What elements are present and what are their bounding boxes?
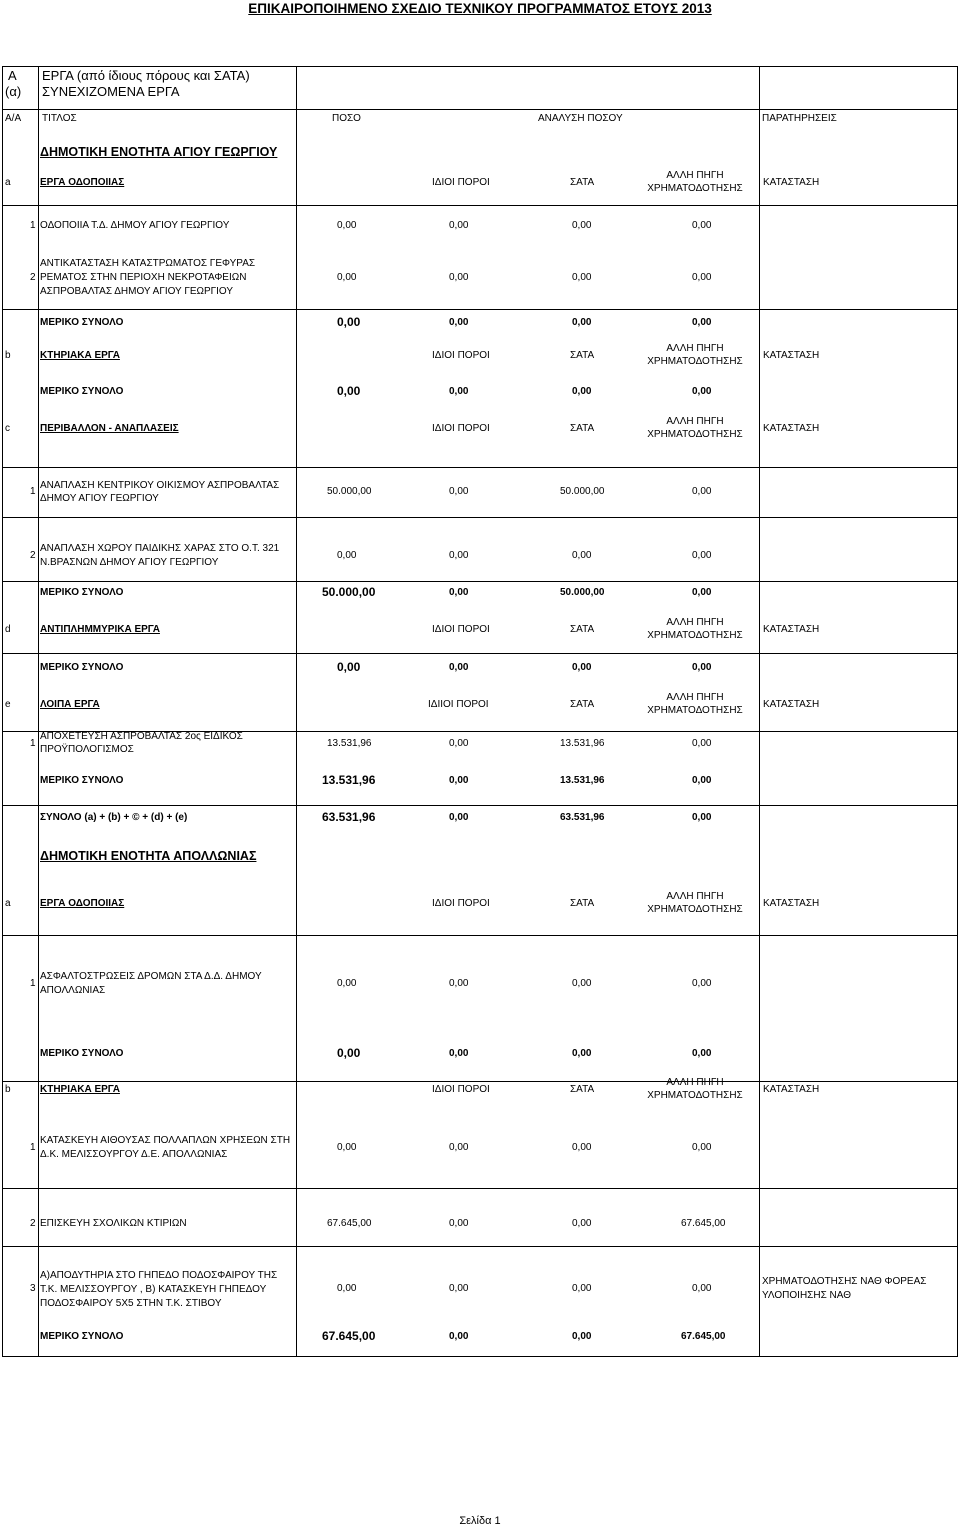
subtotal-own: 0,00 (449, 1048, 469, 1059)
amount: 0,00 (337, 220, 357, 231)
row-divider (3, 109, 957, 110)
project-title: ΑΝΤΙΚΑΤΑΣΤΑΣΗ ΚΑΤΑΣΤΡΩΜΑΤΟΣ ΓΕΦΥΡΑΣ (40, 258, 256, 269)
amount: 13.531,96 (327, 738, 372, 749)
row-divider (3, 1188, 957, 1189)
unit-title: ΔΗΜΟΤΙΚΗ ΕΝΟΤΗΤΑ ΑΓΙΟΥ ΓΕΩΡΓΙΟΥ (40, 145, 278, 159)
project-title: ΑΣΠΡΟΒΑΛΤΑΣ ΔΗΜΟΥ ΑΓΙΟΥ ΓΕΩΡΓΙΟΥ (40, 286, 234, 297)
subtotal-other: 0,00 (692, 386, 712, 397)
own-value: 0,00 (449, 220, 469, 231)
subtotal-amount: 0,00 (337, 660, 361, 674)
total-other: 0,00 (692, 812, 712, 823)
row-number: 1 (30, 1142, 36, 1153)
project-title: ΠΡΟΫΠΟΛΟΓΙΣΜΟΣ (40, 744, 134, 755)
project-title: Α)ΑΠΟΔΥΤΗΡΙΑ ΣΤΟ ΓΗΠΕΔΟ ΠΟΔΟΣΦΑΙΡΟΥ ΤΗΣ (40, 1270, 278, 1281)
subtotal-other: 67.645,00 (681, 1331, 726, 1342)
group-code: a (5, 898, 11, 909)
amount: 0,00 (337, 272, 357, 283)
row-divider (3, 653, 957, 654)
row-number: 2 (30, 550, 36, 561)
col-sata: ΣΑΤΑ (570, 423, 595, 434)
subtotal-other: 0,00 (692, 1048, 712, 1059)
header-works: ΕΡΓΑ (από ίδιους πόρους και ΣΑΤΑ) (42, 68, 250, 83)
project-title: ΠΟΔΟΣΦΑΙΡΟΥ 5Χ5 ΣΤΗΝ Τ.Κ. ΣΤΙΒΟΥ (40, 1298, 222, 1309)
project-title: Τ.Κ. ΜΕΛΙΣΣΟΥΡΓΟΥ , Β) ΚΑΤΑΣΚΕΥΗ ΓΗΠΕΔΟΥ (40, 1284, 267, 1295)
subtotal-label: ΜΕΡΙΚΟ ΣΥΝΟΛΟ (40, 775, 124, 786)
sata-value: 0,00 (572, 220, 592, 231)
col-sata: ΣΑΤΑ (570, 177, 595, 188)
col-sata: ΣΑΤΑ (570, 699, 595, 710)
col-other: ΑΛΛΗ ΠΗΓΗ (666, 692, 724, 703)
col-sata: ΣΑΤΑ (570, 624, 595, 635)
project-title: ΕΠΙΣΚΕΥΗ ΣΧΟΛΙΚΩΝ ΚΤΙΡΙΩΝ (40, 1218, 187, 1229)
group-title: ΕΡΓΑ ΟΔΟΠΟΙΙΑΣ (40, 898, 125, 909)
col-other: ΑΛΛΗ ΠΗΓΗ (666, 416, 724, 427)
row-divider (3, 205, 957, 206)
subtotal-label: ΜΕΡΙΚΟ ΣΥΝΟΛΟ (40, 1048, 124, 1059)
row-divider (3, 805, 957, 806)
col-other: ΧΡΗΜΑΤΟΔΟΤΗΣΗΣ (647, 630, 743, 641)
project-title: ΡΕΜΑΤΟΣ ΣΤΗΝ ΠΕΡΙΟΧΗ ΝΕΚΡΟΤΑΦΕΙΩΝ (40, 272, 247, 283)
subtotal-sata: 13.531,96 (560, 775, 605, 786)
project-title: ΑΣΦΑΛΤΟΣΤΡΩΣΕΙΣ ΔΡΟΜΩΝ ΣΤΑ Δ.Δ. ΔΗΜΟΥ (40, 971, 262, 982)
subtotal-other: 0,00 (692, 662, 712, 673)
row-divider (3, 309, 957, 310)
group-code: d (5, 624, 11, 635)
total-own: 0,00 (449, 812, 469, 823)
other-value: 0,00 (692, 738, 712, 749)
row-number: 3 (30, 1283, 36, 1294)
row-divider (3, 1081, 957, 1082)
col-amount: ΠΟΣΟ (332, 113, 361, 124)
other-value: 0,00 (692, 1142, 712, 1153)
other-value: 0,00 (692, 486, 712, 497)
subtotal-amount: 67.645,00 (322, 1329, 376, 1343)
row-number: 2 (30, 272, 36, 283)
project-title: Δ.Κ. ΜΕΛΙΣΣΟΥΡΓΟΥ Δ.Ε. ΑΠΟΛΛΩΝΙΑΣ (40, 1149, 228, 1160)
row-number: 1 (30, 978, 36, 989)
col-own: ΙΔΙΟΙ ΠΟΡΟΙ (432, 898, 490, 909)
header-code-a: Α (8, 68, 17, 83)
col-other: ΧΡΗΜΑΤΟΔΟΤΗΣΗΣ (647, 1090, 743, 1101)
col-own: ΙΔΙΟΙ ΠΟΡΟΙ (432, 350, 490, 361)
subtotal-sata: 0,00 (572, 1048, 592, 1059)
col-status: ΚΑΤΑΣΤΑΣΗ (763, 898, 820, 909)
col-sata: ΣΑΤΑ (570, 1084, 595, 1095)
col-status: ΚΑΤΑΣΤΑΣΗ (763, 699, 820, 710)
col-status: ΚΑΤΑΣΤΑΣΗ (763, 423, 820, 434)
row-number: 1 (30, 738, 36, 749)
col-own: ΙΔΙΟΙ ΠΟΡΟΙ (432, 624, 490, 635)
subtotal-sata: 0,00 (572, 386, 592, 397)
col-other: ΑΛΛΗ ΠΗΓΗ (666, 617, 724, 628)
subtotal-amount: 13.531,96 (322, 773, 376, 787)
subtotal-sata: 0,00 (572, 662, 592, 673)
project-note: ΥΛΟΠΟΙΗΣΗΣ ΝΑΘ (762, 1290, 851, 1301)
group-code: c (5, 423, 10, 434)
document-title: ΕΠΙΚΑΙΡΟΠΟΙΗΜΕΝΟ ΣΧΕΔΙΟ ΤΕΧΝΙΚΟΥ ΠΡΟΓΡΑΜΜΑΤΟΣ ΕΤΟΥΣ 2013 (248, 1, 712, 16)
group-title: ΠΕΡΙΒΑΛΛΟΝ - ΑΝΑΠΛΑΣΕΙΣ (40, 423, 179, 434)
group-code: a (5, 177, 11, 188)
subtotal-sata: 0,00 (572, 1331, 592, 1342)
col-notes: ΠΑΡΑΤΗΡΗΣΕΙΣ (762, 113, 837, 124)
col-sata: ΣΑΤΑ (570, 350, 595, 361)
header-continuing: ΣΥΝΕΧΙΖΟΜΕΝΑ ΕΡΓΑ (42, 84, 180, 99)
group-code: b (5, 1084, 11, 1095)
group-code: b (5, 350, 11, 361)
subtotal-label: ΜΕΡΙΚΟ ΣΥΝΟΛΟ (40, 662, 124, 673)
own-value: 0,00 (449, 486, 469, 497)
amount: 0,00 (337, 550, 357, 561)
other-value: 0,00 (692, 1283, 712, 1294)
col-other: ΧΡΗΜΑΤΟΔΟΤΗΣΗΣ (647, 429, 743, 440)
subtotal-other: 0,00 (692, 587, 712, 598)
project-title: ΚΑΤΑΣΚΕΥΗ ΑΙΘΟΥΣΑΣ ΠΟΛΛΑΠΛΩΝ ΧΡΗΣΕΩΝ ΣΤΗ (40, 1135, 291, 1146)
column-divider (38, 67, 39, 1356)
col-title: ΤΙΤΛΟΣ (42, 113, 77, 124)
subtotal-own: 0,00 (449, 662, 469, 673)
row-divider (3, 467, 957, 468)
column-divider (296, 67, 297, 1356)
other-value: 0,00 (692, 978, 712, 989)
project-title: Ν.ΒΡΑΣΝΩΝ ΔΗΜΟΥ ΑΓΙΟΥ ΓΕΩΡΓΙΟΥ (40, 557, 219, 568)
amount: 0,00 (337, 1142, 357, 1153)
amount: 50.000,00 (327, 486, 372, 497)
subtotal-other: 0,00 (692, 317, 712, 328)
project-title: ΑΝΑΠΛΑΣΗ ΧΩΡΟΥ ΠΑΙΔΙΚΗΣ ΧΑΡΑΣ ΣΤΟ Ο.Τ. 321 (40, 543, 280, 554)
other-value: 67.645,00 (681, 1218, 726, 1229)
subtotal-own: 0,00 (449, 386, 469, 397)
sata-value: 0,00 (572, 1218, 592, 1229)
subtotal-amount: 0,00 (337, 1046, 361, 1060)
unit-title: ΔΗΜΟΤΙΚΗ ΕΝΟΤΗΤΑ ΑΠΟΛΛΩΝΙΑΣ (40, 849, 257, 863)
project-title: ΑΠΟΛΛΩΝΙΑΣ (40, 985, 106, 996)
subtotal-amount: 50.000,00 (322, 585, 376, 599)
col-aa: Α/Α (5, 113, 22, 124)
row-divider (3, 935, 957, 936)
group-title: ΕΡΓΑ ΟΔΟΠΟΙΙΑΣ (40, 177, 125, 188)
amount: 0,00 (337, 978, 357, 989)
col-other: ΑΛΛΗ ΠΗΓΗ (666, 343, 724, 354)
group-title: ΚΤΗΡΙΑΚΑ ΕΡΓΑ (40, 1084, 120, 1095)
subtotal-label: ΜΕΡΙΚΟ ΣΥΝΟΛΟ (40, 587, 124, 598)
row-divider (3, 1246, 957, 1247)
col-sata: ΣΑΤΑ (570, 898, 595, 909)
sata-value: 0,00 (572, 272, 592, 283)
row-number: 1 (30, 486, 36, 497)
col-other: ΧΡΗΜΑΤΟΔΟΤΗΣΗΣ (647, 356, 743, 367)
subtotal-own: 0,00 (449, 775, 469, 786)
own-value: 0,00 (449, 978, 469, 989)
subtotal-label: ΜΕΡΙΚΟ ΣΥΝΟΛΟ (40, 1331, 124, 1342)
col-other: ΧΡΗΜΑΤΟΔΟΤΗΣΗΣ (647, 904, 743, 915)
total-sata: 63.531,96 (560, 812, 605, 823)
row-number: 2 (30, 1218, 36, 1229)
col-own: ΙΔΙΟΙ ΠΟΡΟΙ (432, 1084, 490, 1095)
other-value: 0,00 (692, 550, 712, 561)
group-title: ΚΤΗΡΙΑΚΑ ΕΡΓΑ (40, 350, 120, 361)
col-analysis: ΑΝΑΛΥΣΗ ΠΟΣΟΥ (538, 113, 623, 124)
other-value: 0,00 (692, 220, 712, 231)
row-divider (3, 581, 957, 582)
row-divider (3, 517, 957, 518)
col-other: ΑΛΛΗ ΠΗΓΗ (666, 891, 724, 902)
amount: 0,00 (337, 1283, 357, 1294)
col-own: ΙΔΙΙΟΙ ΠΟΡΟΙ (428, 699, 489, 710)
subtotal-amount: 0,00 (337, 384, 361, 398)
sata-value: 0,00 (572, 1283, 592, 1294)
sata-value: 50.000,00 (560, 486, 605, 497)
subtotal-label: ΜΕΡΙΚΟ ΣΥΝΟΛΟ (40, 386, 124, 397)
col-status: ΚΑΤΑΣΤΑΣΗ (763, 1084, 820, 1095)
own-value: 0,00 (449, 1218, 469, 1229)
group-title: ΑΝΤΙΠΛΗΜΜΥΡΙΚΑ ΕΡΓΑ (40, 624, 160, 635)
own-value: 0,00 (449, 272, 469, 283)
other-value: 0,00 (692, 272, 712, 283)
subtotal-own: 0,00 (449, 1331, 469, 1342)
col-own: ΙΔΙΟΙ ΠΟΡΟΙ (432, 177, 490, 188)
own-value: 0,00 (449, 738, 469, 749)
subtotal-own: 0,00 (449, 587, 469, 598)
own-value: 0,00 (449, 1283, 469, 1294)
own-value: 0,00 (449, 550, 469, 561)
header-code-alpha: (α) (5, 84, 22, 99)
total-label: ΣΥΝΟΛΟ (a) + (b) + © + (d) + (e) (40, 812, 188, 823)
col-status: ΚΑΤΑΣΤΑΣΗ (763, 177, 820, 188)
col-other: ΑΛΛΗ ΠΗΓΗ (666, 1077, 724, 1088)
sata-value: 13.531,96 (560, 738, 605, 749)
subtotal-own: 0,00 (449, 317, 469, 328)
col-own: ΙΔΙΟΙ ΠΟΡΟΙ (432, 423, 490, 434)
group-title: ΛΟΙΠΑ ΕΡΓΑ (40, 699, 100, 710)
col-other: ΧΡΗΜΑΤΟΔΟΤΗΣΗΣ (647, 183, 743, 194)
sata-value: 0,00 (572, 1142, 592, 1153)
col-status: ΚΑΤΑΣΤΑΣΗ (763, 624, 820, 635)
subtotal-sata: 0,00 (572, 317, 592, 328)
column-divider (759, 67, 760, 1356)
sata-value: 0,00 (572, 550, 592, 561)
subtotal-label: ΜΕΡΙΚΟ ΣΥΝΟΛΟ (40, 317, 124, 328)
col-other: ΧΡΗΜΑΤΟΔΟΤΗΣΗΣ (647, 705, 743, 716)
project-title: ΑΠΟΧΕΤΕΥΣΗ ΑΣΠΡΟΒΑΛΤΑΣ 2ος ΕΙΔΙΚΟΣ (40, 731, 243, 742)
own-value: 0,00 (449, 1142, 469, 1153)
col-other: ΑΛΛΗ ΠΗΓΗ (666, 170, 724, 181)
col-status: ΚΑΤΑΣΤΑΣΗ (763, 350, 820, 361)
project-note: ΧΡΗΜΑΤΟΔΟΤΗΣΗΣ ΝΑΘ ΦΟΡΕΑΣ (762, 1276, 927, 1287)
row-number: 1 (30, 220, 36, 231)
group-code: e (5, 699, 11, 710)
subtotal-amount: 0,00 (337, 315, 361, 329)
amount: 67.645,00 (327, 1218, 372, 1229)
project-title: ΔΗΜΟΥ ΑΓΙΟΥ ΓΕΩΡΓΙΟΥ (40, 493, 159, 504)
project-title: ΑΝΑΠΛΑΣΗ ΚΕΝΤΡΙΚΟΥ ΟΙΚΙΣΜΟΥ ΑΣΠΡΟΒΑΛΤΑΣ (40, 480, 280, 491)
page-footer: Σελίδα 1 (459, 1515, 501, 1527)
total-amount: 63.531,96 (322, 810, 376, 824)
subtotal-other: 0,00 (692, 775, 712, 786)
sata-value: 0,00 (572, 978, 592, 989)
subtotal-sata: 50.000,00 (560, 587, 605, 598)
project-title: ΟΔΟΠΟΙΙΑ Τ.Δ. ΔΗΜΟΥ ΑΓΙΟΥ ΓΕΩΡΓΙΟΥ (40, 220, 230, 231)
